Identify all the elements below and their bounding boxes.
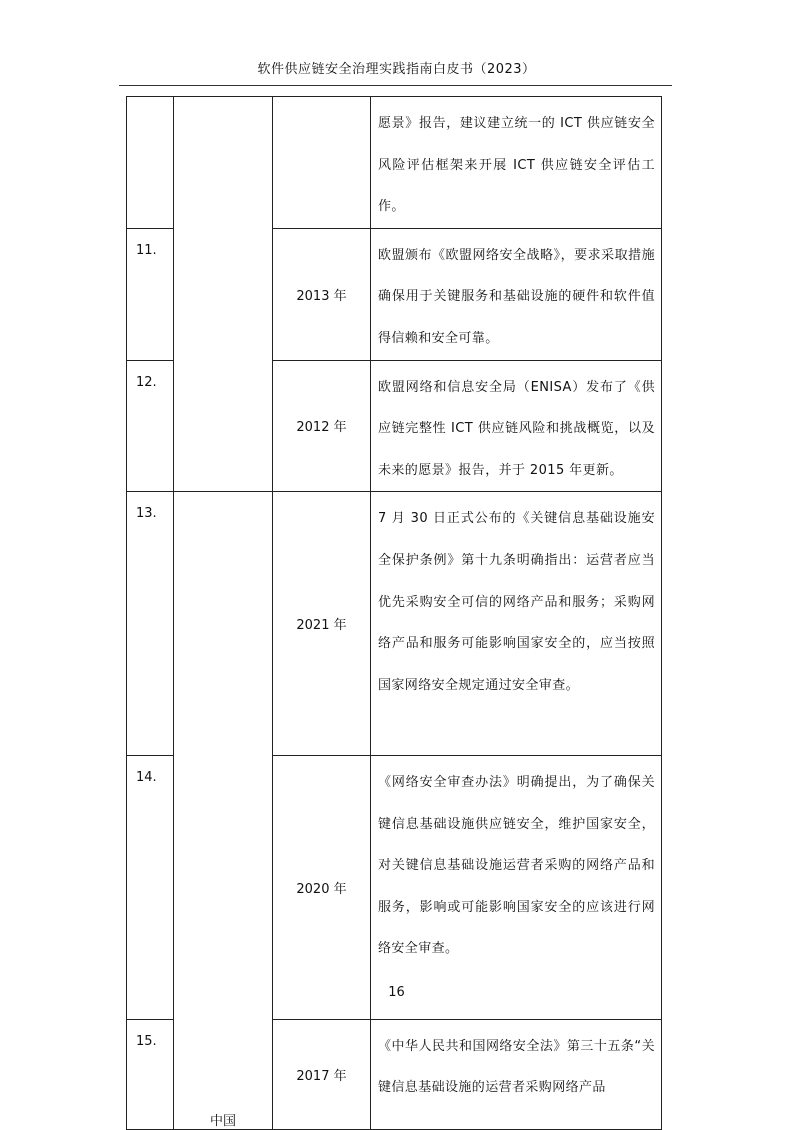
num-cell	[127, 228, 174, 360]
region-cell-eu	[174, 97, 273, 492]
region-label: 中国	[209, 1114, 236, 1130]
row-number: 13.	[136, 506, 157, 522]
page-number: 16	[388, 985, 405, 1000]
policy-table	[126, 96, 662, 1130]
desc-cell: 《网络安全审查办法》明确提出，为了确保关键信息基础设施供应链安全，维护国家安全，对关键信息基础设施运营者采购的网络产品和服务，影响或可能影响国家安全的应该进行网络安全审查。	[371, 756, 662, 1020]
num-cell	[127, 756, 174, 1020]
row-number: 12.	[136, 374, 157, 390]
row-number	[127, 97, 173, 111]
table-row	[127, 492, 662, 756]
header-title: 软件供应链安全治理实践指南白皮书（2023）	[257, 62, 536, 77]
desc-cell: 欧盟颁布《欧盟网络安全战略》，要求采取措施确保用于关键服务和基础设施的硬件和软件值得信赖和安全可靠。	[371, 228, 662, 360]
header-rule	[119, 85, 672, 86]
num-cell	[127, 1019, 174, 1130]
num-cell	[127, 360, 174, 492]
row-number: 15.	[136, 1033, 157, 1049]
row-number: 11.	[136, 242, 157, 258]
row-number: 14.	[136, 770, 157, 786]
year-cell: 2020 年	[273, 756, 371, 1020]
year-cell: 2021 年	[273, 492, 371, 756]
num-cell	[127, 492, 174, 756]
desc-cell: 7 月 30 日正式公布的《关键信息基础设施安全保护条例》第十九条明确指出：运营者应当优先采购安全可信的网络产品和服务；采购网络产品和服务可能影响国家安全的，应当按照国家网络安全规定通过安全审查。	[371, 492, 662, 756]
num-cell	[127, 97, 174, 229]
desc-cell: 《中华人民共和国网络安全法》第三十五条“关键信息基础设施的运营者采购网络产品	[371, 1019, 662, 1130]
region-cell-china	[174, 492, 273, 1130]
year-cell	[273, 97, 371, 229]
year-cell: 2017 年	[273, 1019, 371, 1130]
year-cell: 2013 年	[273, 228, 371, 360]
desc-cell: 欧盟网络和信息安全局（ENISA）发布了《供应链完整性 ICT 供应链风险和挑战概览，以及未来的愿景》报告，并于 2015 年更新。	[371, 360, 662, 492]
table-row	[127, 97, 662, 229]
year-cell: 2012 年	[273, 360, 371, 492]
desc-cell: 愿景》报告，建议建立统一的 ICT 供应链安全风险评估框架来开展 ICT 供应链安全评估工作。	[371, 97, 662, 229]
